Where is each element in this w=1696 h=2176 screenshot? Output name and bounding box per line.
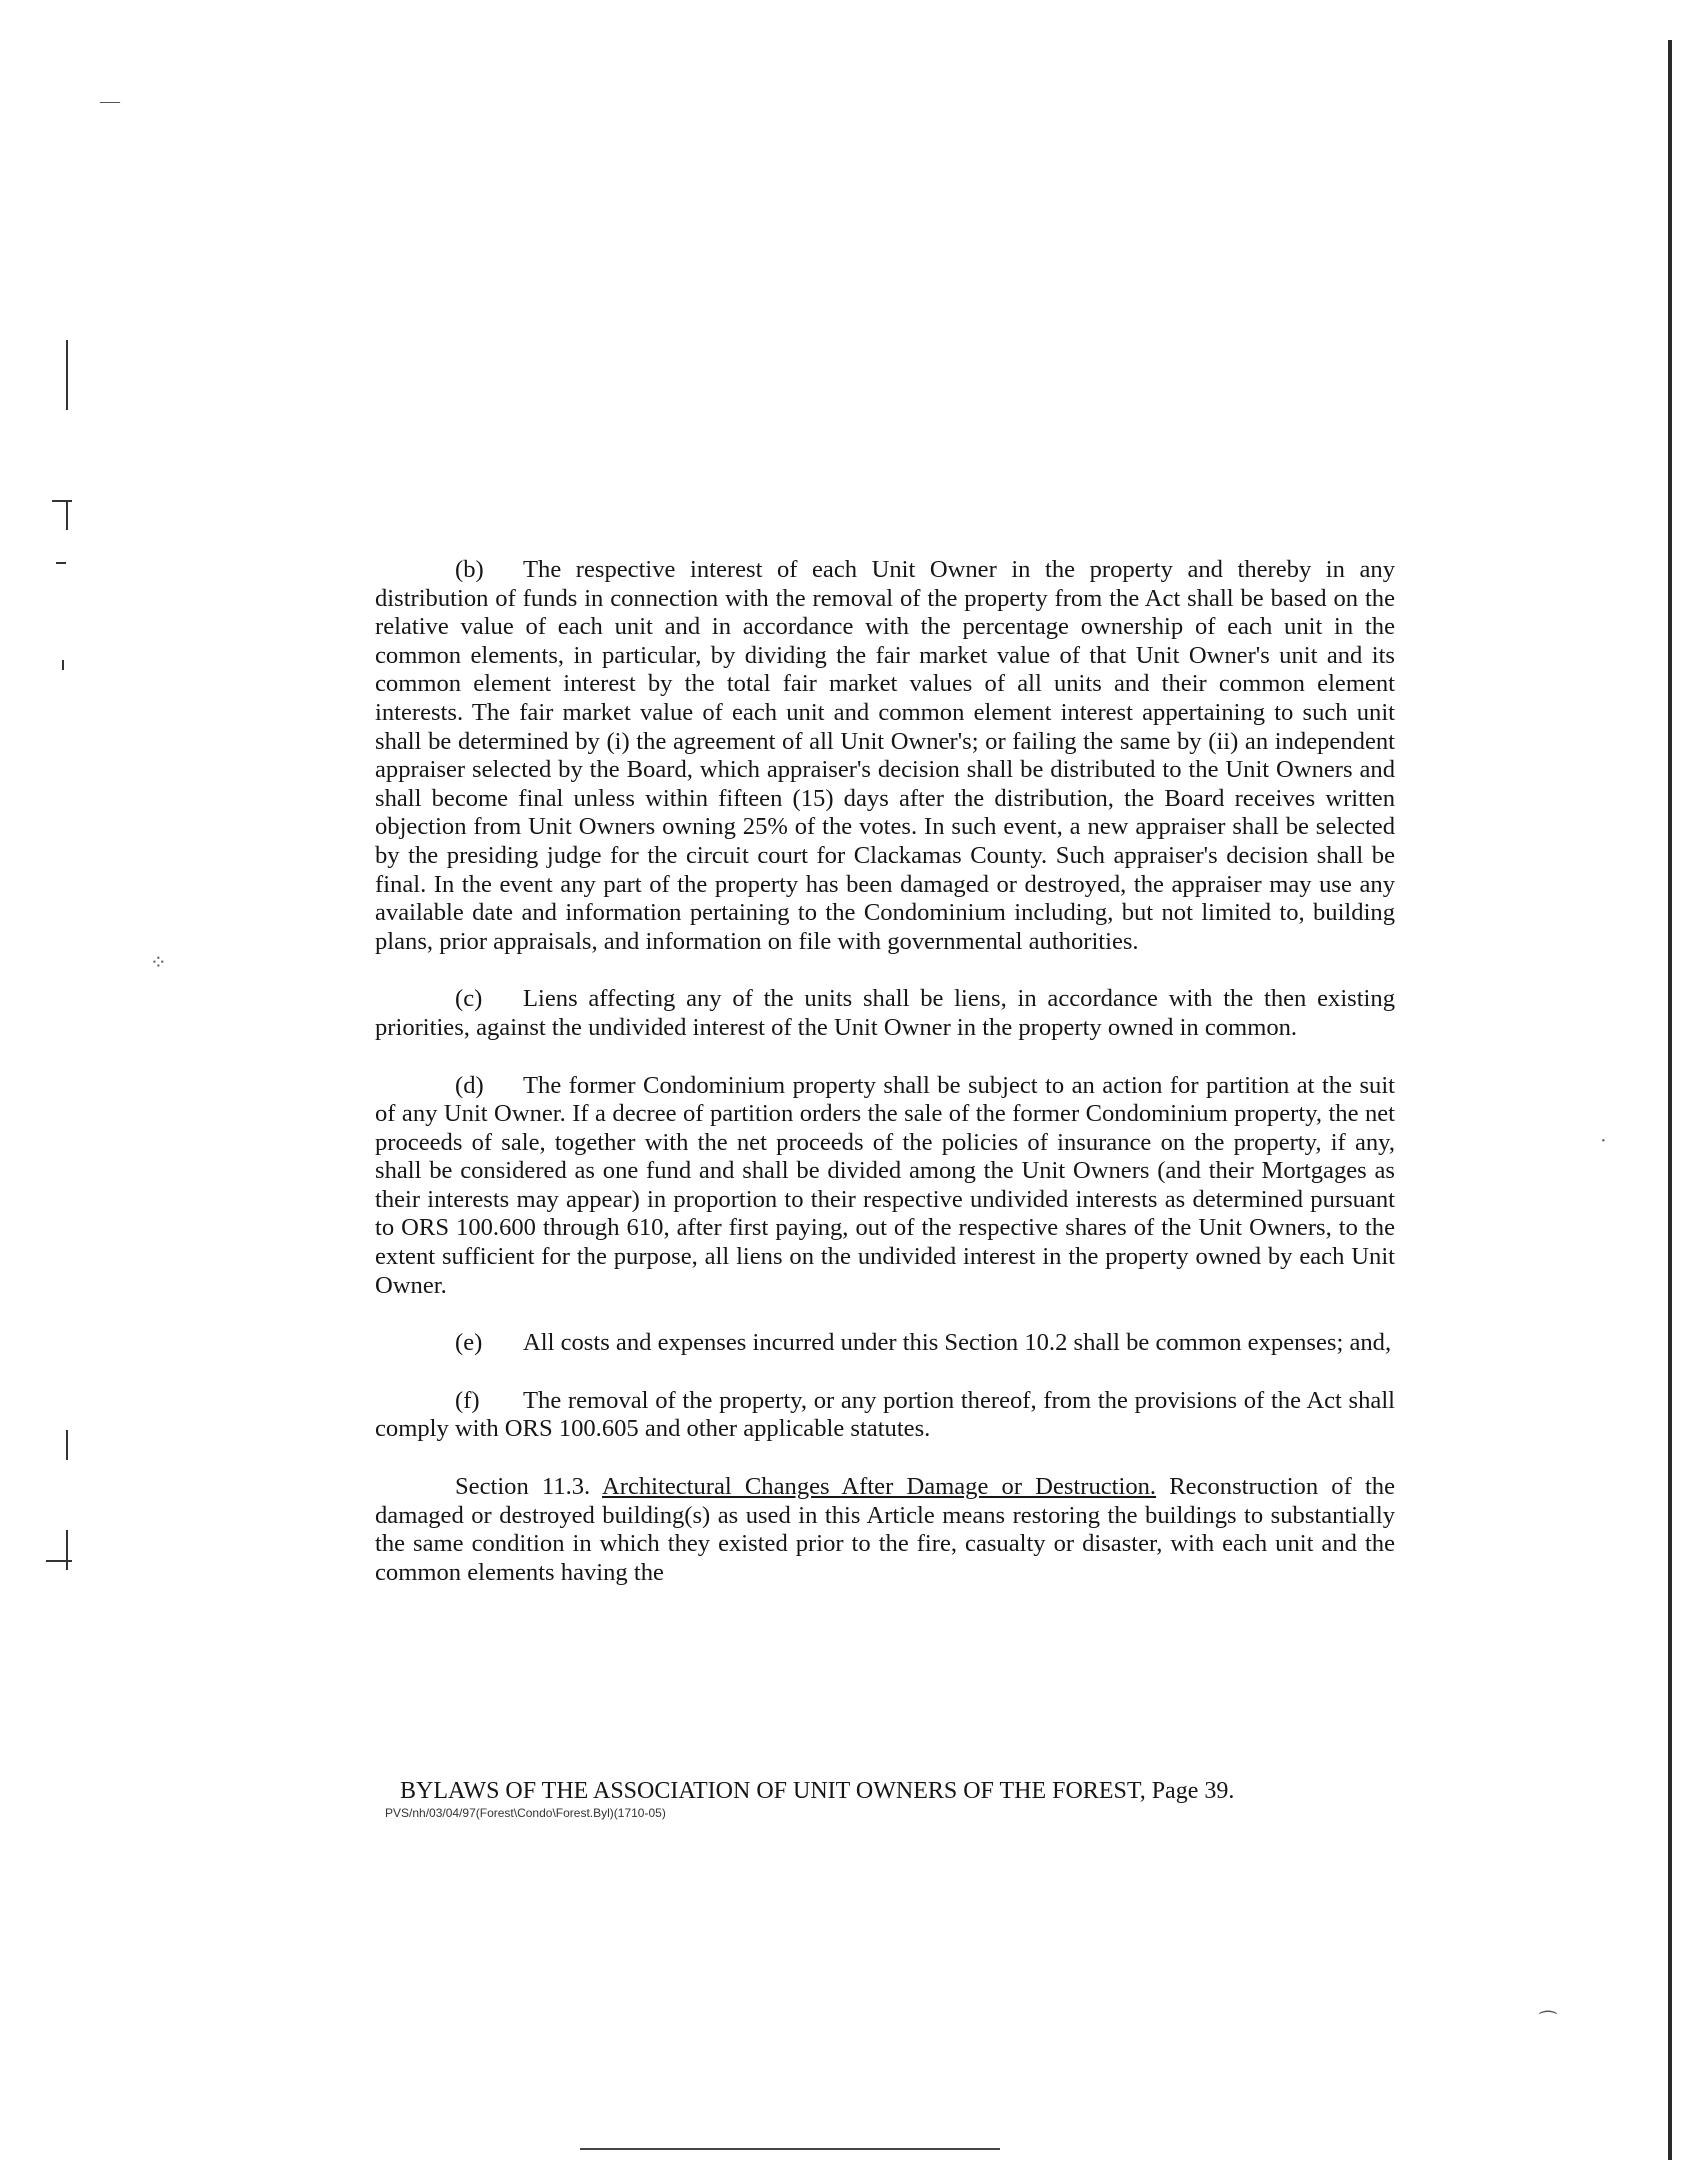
paragraph-label: (e) <box>455 1329 483 1357</box>
paragraph-label: (c) <box>455 985 483 1013</box>
scan-speck: · <box>1600 1130 1607 1152</box>
section-number: Section 11.3. <box>455 1473 591 1501</box>
section-title: Architectural Changes After Damage or Destruction. <box>602 1473 1157 1501</box>
section-text: Reconstruction of the damaged or destroyed building(s) as used in this Article means restoring the buildings to substantially the same condition in which they existed prior to the fire, casualty or disaster, with each unit and the common elements having the <box>375 1473 1395 1586</box>
paragraph-d <box>375 1072 1395 1301</box>
scan-edge-line <box>1668 40 1672 2160</box>
file-code: PVS/nh/03/04/97(Forest\Condo\Forest.Byl)(1710-05) <box>385 1806 666 1820</box>
section-11-3 <box>375 1473 1395 1587</box>
document-body <box>375 556 1395 1587</box>
paragraph-e <box>375 1329 1395 1358</box>
scan-bottom-line <box>580 2148 1000 2150</box>
paragraph-label: (f) <box>455 1386 480 1414</box>
scan-speck: ⁘ <box>150 952 167 974</box>
paragraph-label: (d) <box>455 1071 484 1099</box>
paragraph-text: The former Condominium property shall be subject to an action for partition at the suit of any Unit Owner. If a decree of partition orders the sale of the former Condominium property, the net proceeds of sale, together with the net proceeds of the policies of insurance on the property, if any, shall be considered as one fund and shall be divided among the Unit Owners (and their Mortgages as their interests may appear) in proportion to their respective undivided interests as determined pursuant to ORS 100.600 through 610, after first paying, out of the respective shares of the Unit Owners, to the extent sufficient for the purpose, all liens on the undivided interest in the property owned by each Unit Owner. <box>375 1071 1395 1299</box>
scan-speck: — <box>100 90 120 112</box>
page-footer: BYLAWS OF THE ASSOCIATION OF UNIT OWNERS OF THE FOREST, Page 39. <box>400 1778 1235 1804</box>
paragraph-f <box>375 1387 1395 1444</box>
paragraph-label: (b) <box>455 556 484 583</box>
paragraph-text: All costs and expenses incurred under this Section 10.2 shall be common expenses; and, <box>523 1329 1392 1357</box>
paragraph-text: Liens affecting any of the units shall be liens, in accordance with the then existing priorities, against the undivided interest of the Unit Owner in the property owned in common. <box>375 985 1395 1041</box>
scan-speck: ⁀ <box>1540 2012 1557 2034</box>
scan-margin-marks <box>60 300 90 1700</box>
paragraph-b <box>375 556 1395 956</box>
paragraph-c <box>375 985 1395 1042</box>
paragraph-text: The respective interest of each Unit Owner in the property and thereby in any distribution of funds in connection with the removal of the property from the Act shall be based on the relative value of each unit and in accordance with the percentage ownership of each unit in the common elements, in particular, by dividing the fair market value of that Unit Owner's unit and its common element interest by the total fair market values of all units and their common element interests. The fair market value of each unit and common element interest appertaining to such unit shall be determined by (i) the agreement of all Unit Owner's; or failing the same by (ii) an independent appraiser selected by the Board, which appraiser's decision shall be distributed to the Unit Owners and shall become final unless within fifteen (15) days after the distribution, the Board receives written objection from Unit Owners owning 25% of the votes. In such event, a new appraiser shall be selected by the presiding judge for the circuit court for Clackamas County. Such appraiser's decision shall be final. In the event any part of the property has been damaged or destroyed, the appraiser may use any available date and information pertaining to the Condominium including, but not limited to, building plans, prior appraisals, and information on file with governmental authorities. <box>375 556 1395 955</box>
paragraph-text: The removal of the property, or any portion thereof, from the provisions of the Act shall comply with ORS 100.605 and other applicable statutes. <box>375 1386 1395 1443</box>
